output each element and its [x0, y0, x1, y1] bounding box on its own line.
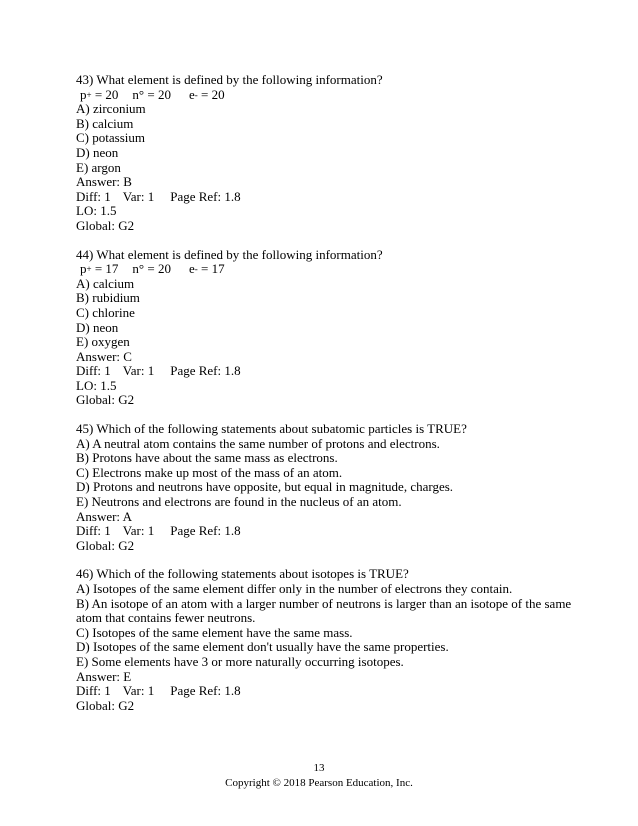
proton-count: = 20: [91, 86, 119, 102]
question-stem: 45) Which of the following statements about subatomic particles is TRUE?: [76, 421, 467, 437]
choice-a: A) A neutral atom contains the same number of protons and electrons.: [76, 435, 440, 451]
particle-counts: [76, 88, 576, 103]
choice-c: C) chlorine: [76, 304, 135, 320]
choice-a: A) Isotopes of the same element differ only in the number of electrons they contain.: [76, 581, 513, 596]
page-ref: Page Ref: 1.8: [170, 523, 241, 539]
electron-symbol: e: [188, 261, 195, 277]
choice-e: E) Some elements have 3 or more naturally occurring isotopes.: [76, 653, 404, 669]
variant: Var: 1: [122, 683, 155, 699]
electron-charge: -: [194, 89, 198, 100]
question-46: [76, 567, 576, 713]
answer: Answer: E: [76, 668, 132, 684]
question-stem: 44) What element is defined by the following information?: [76, 246, 383, 262]
global-tag: Global: G2: [76, 217, 135, 233]
variant: Var: 1: [122, 523, 155, 539]
choice-b: B) calcium: [76, 115, 134, 131]
page-ref: Page Ref: 1.8: [170, 683, 241, 699]
particle-counts: [76, 262, 576, 277]
question-stem: 43) What element is defined by the following information?: [76, 72, 383, 87]
proton-symbol: p: [80, 261, 87, 277]
page-number: 13: [313, 762, 325, 774]
electron-count: = 17: [197, 261, 225, 277]
question-43: [76, 73, 576, 234]
choice-d: D) neon: [76, 319, 119, 335]
answer: Answer: A: [76, 508, 132, 524]
electron-count: = 20: [197, 86, 225, 102]
question-meta: [76, 524, 576, 539]
difficulty: Diff: 1: [76, 363, 111, 379]
question-meta: [76, 684, 576, 699]
choice-c: C) Electrons make up most of the mass of an atom.: [76, 464, 343, 480]
question-44: [76, 248, 576, 409]
choice-e: E) oxygen: [76, 334, 130, 350]
choice-d: D) neon: [76, 144, 119, 160]
copyright-notice: Copyright © 2018 Pearson Education, Inc.: [225, 777, 413, 789]
neutron-count: n° = 20: [132, 86, 171, 102]
question-45: [76, 422, 576, 553]
question-stem: 46) Which of the following statements about isotopes is TRUE?: [76, 566, 409, 582]
answer: Answer: C: [76, 348, 132, 364]
proton-charge: +: [86, 89, 92, 100]
variant: Var: 1: [122, 188, 155, 204]
electron-charge: -: [194, 264, 198, 275]
learning-objective: LO: 1.5: [76, 203, 117, 219]
global-tag: Global: G2: [76, 392, 135, 408]
choice-c: C) Isotopes of the same element have the same mass.: [76, 624, 353, 640]
proton-symbol: p: [80, 86, 87, 102]
page-ref: Page Ref: 1.8: [170, 363, 241, 379]
difficulty: Diff: 1: [76, 188, 111, 204]
proton-charge: +: [86, 264, 92, 275]
choice-b: B) rubidium: [76, 290, 140, 306]
question-meta: [76, 364, 576, 379]
neutron-count: n° = 20: [132, 261, 171, 277]
difficulty: Diff: 1: [76, 683, 111, 699]
choice-a: A) zirconium: [76, 101, 146, 117]
answer: Answer: B: [76, 174, 132, 190]
variant: Var: 1: [122, 363, 155, 379]
electron-symbol: e: [188, 86, 195, 102]
choice-b: B) An isotope of an atom with a larger number of neutrons is larger than an isotope of the same atom that contains fewer neutrons.: [76, 595, 572, 626]
global-tag: Global: G2: [76, 537, 135, 553]
learning-objective: LO: 1.5: [76, 377, 117, 393]
choice-d: D) Protons and neutrons have opposite, but equal in magnitude, charges.: [76, 479, 454, 495]
choice-e: E) argon: [76, 159, 121, 175]
choice-c: C) potassium: [76, 130, 145, 146]
choice-d: D) Isotopes of the same element don't usually have the same properties.: [76, 639, 449, 655]
difficulty: Diff: 1: [76, 523, 111, 539]
choice-e: E) Neutrons and electrons are found in the nucleus of an atom.: [76, 494, 402, 510]
global-tag: Global: G2: [76, 697, 135, 713]
choice-b: B) Protons have about the same mass as electrons.: [76, 450, 338, 466]
question-meta: [76, 190, 576, 205]
document-body: [76, 73, 576, 727]
proton-count: = 17: [91, 261, 119, 277]
page-ref: Page Ref: 1.8: [170, 188, 241, 204]
choice-a: A) calcium: [76, 275, 135, 291]
